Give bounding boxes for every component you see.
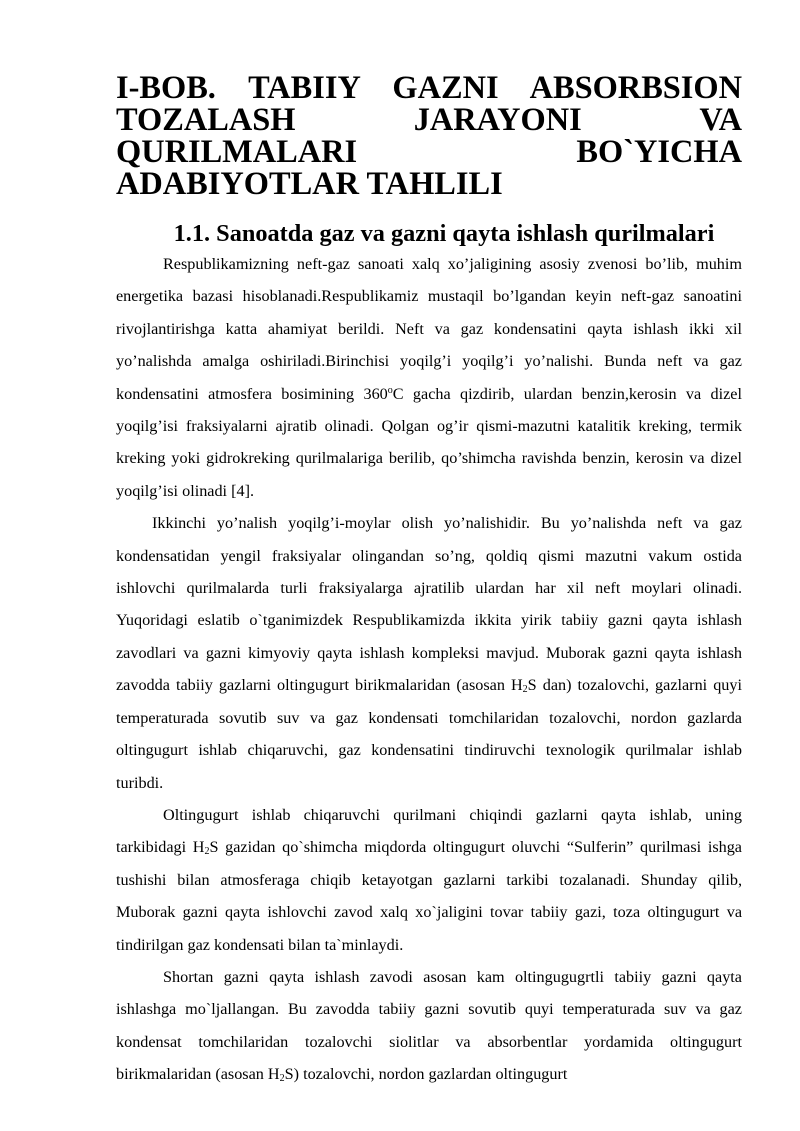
paragraph-1	[116, 248, 742, 507]
degree-superscript: o	[387, 384, 393, 396]
subscript-2: 2	[279, 1073, 285, 1085]
section-title: 1.1. Sanoatda gaz va gazni qayta ishlash qurilmalari	[173, 220, 715, 247]
paragraph-2	[116, 507, 742, 799]
paragraph-1-text-b: C gacha qizdirib, ulardan benzin,kerosin va dizel yoqilg’isi fraksiyalarni ajratib olinadi. Qolgan og’ir qismi-mazutni katalitik kreking, termik kreking yoki gidrokreking qurilmalariga berilib, qo’shimcha ravishda benzin, kerosin va dizel yoqilg’isi olinadi [4].	[116, 384, 742, 500]
paragraph-1-text-a: Respublikamizning neft-gaz sanoati xalq xo’jaligining asosiy zvenosi bo’lib, muhim energetika bazasi hisoblanadi.Respublikamiz mustaqil bo’lgandan keyin neft-gaz sanoatini rivojlantirishga katta ahamiyat berildi. Neft va gaz kondensatini qayta ishlash ikki xil yo’nalishda amalga oshiriladi.Birinchisi yoqilg’i yoqilg’i yo’nalishi. Bunda neft va gaz kondensatini atmosfera bosimining 360	[116, 255, 742, 403]
chapter-title	[116, 72, 742, 200]
paragraph-2-text-b: S dan) tozalovchi, gazlarni quyi temperaturada sovutib suv va gaz kondensati tomchilaridan tozalovchi, nordon gazlarda oltingugurt ishlab chiqaruvchi, gaz kondensatini tindiruvchi texnologik qurilmalar ishlab turibdi.	[116, 676, 742, 792]
paragraph-4-text-b: S) tozalovchi, nordon gazlardan oltingugurt	[284, 1065, 568, 1084]
document-page	[116, 72, 742, 1091]
paragraph-4-text-a: Shortan gazni qayta ishlash zavodi asosan kam oltingugugrtli tabiiy gazni qayta ishlashga mo`ljallangan. Bu zavodda tabiiy gazni sovutib quyi temperaturada suv va gaz kondensat tomchilaridan tozalovchi siolitlar va absorbentlar yordamida oltingugurt birikmalaridan (asosan H	[116, 967, 742, 1084]
subscript-2: 2	[204, 846, 210, 858]
paragraph-3	[116, 799, 742, 961]
paragraph-3-text-a: Oltingugurt ishlab chiqaruvchi qurilmani chiqindi gazlarni qayta ishlab, uning tarkibidagi H	[116, 805, 742, 857]
subscript-2: 2	[522, 684, 528, 696]
paragraph-4	[116, 961, 742, 1091]
chapter-title-line-2: QURILMALARI BO`YICHA ADABIYOTLAR TAHLILI	[116, 134, 742, 202]
chapter-title-line-1: I-BOB. TABIIY GAZNI ABSORBSION TOZALASH JARAYONI VA	[116, 70, 742, 138]
paragraph-2-text-a: Ikkinchi yo’nalish yoqilg’i-moylar olish yo’nalishidir. Bu yo’nalishda neft va gaz kondensatidan yengil fraksiyalar olingandan so’ng, qoldiq qismi mazutni vakum ostida ishlovchi qurilmalarda turli fraksiyalarga ajratilib ulardan har xil neft moylari olinadi. Yuqoridagi eslatib o`tganimizdek Respublikamizda ikkita yirik tabiiy gazni qayta ishlash zavodlari va gazni kimyoviy qayta ishlash kompleksi mavjud. Muborak gazni qayta ishlash zavodda tabiiy gazlarni oltingugurt birikmalaridan (asosan H	[116, 514, 742, 695]
paragraph-3-text-b: S gazidan qo`shimcha miqdorda oltingugurt oluvchi “Sulferin” qurilmasi ishga tushishi bilan atmosferaga chiqib ketayotgan gazlarni tarkibi tozalanadi. Shunday qilib, Muborak gazni qayta ishlovchi zavod xalq xo`jaligini tovar tabiiy gazi, toza oltingugurt va tindirilgan gaz kondensati bilan ta`minlaydi.	[116, 838, 742, 954]
